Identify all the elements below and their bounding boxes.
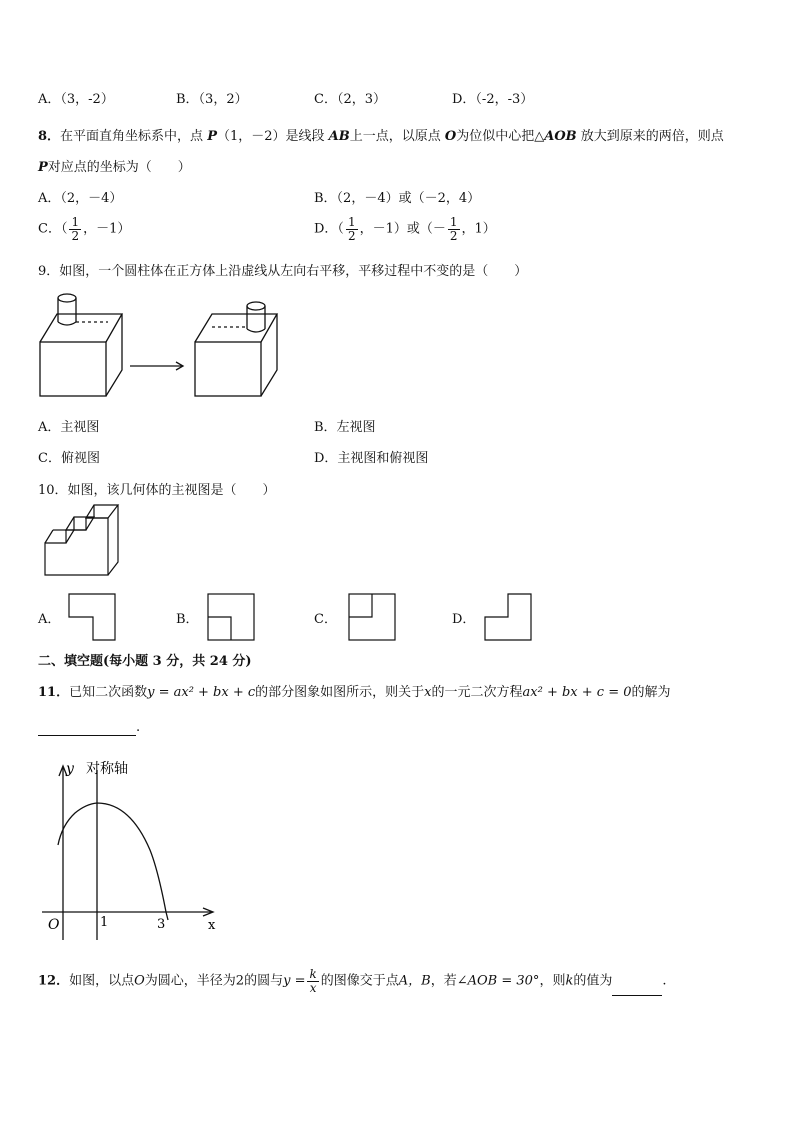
numerator: k [309, 967, 317, 981]
q8-option-b: B．（2，－4）或（－2，4） [314, 191, 481, 206]
q9-option-c: C．俯视图 [38, 451, 100, 466]
tick-3-label: 3 [157, 917, 166, 932]
angle: ∠AOB = 30° [456, 973, 540, 989]
question-number: 12． [38, 973, 70, 989]
tick-1-label: 1 [100, 915, 109, 930]
q10-option-d: D． [452, 612, 476, 627]
point-o: O [444, 129, 457, 144]
fraction [307, 968, 318, 994]
point-p: P [38, 160, 48, 175]
section-heading: 二、填空题(每小题 3 分，共 24 分) [38, 654, 252, 669]
text: 的解为 [631, 685, 671, 700]
text: ，若 [430, 973, 457, 989]
parabola-curve [58, 803, 168, 920]
denominator: 2 [449, 228, 458, 243]
point-o: O [134, 973, 145, 989]
text: . [662, 973, 667, 989]
text: 如图，以点 [69, 973, 135, 989]
formula: y = ax² + bx + c [147, 685, 256, 700]
y-axis-label: y [66, 761, 74, 777]
text: 的值为 [573, 973, 613, 989]
denominator: x [309, 980, 317, 995]
denominator: 2 [347, 228, 356, 243]
denominator: 2 [71, 228, 80, 243]
choice-c: C．（2，3） [314, 92, 386, 107]
question-9-text: 9．如图，一个圆柱体在正方体上沿虚线从左向右平移，平移过程中不变的是（ ） [38, 264, 528, 279]
point-p: P [207, 129, 217, 144]
text: ，则 [539, 973, 566, 989]
text: ，1） [461, 221, 496, 237]
numerator: 1 [449, 215, 458, 229]
text: 的圆与 [244, 973, 284, 989]
radius-value: 2 [235, 973, 245, 989]
numerator: 1 [347, 215, 356, 229]
q8-option-a: A．（2，－4） [38, 191, 123, 206]
text: 的图像交于点 [320, 973, 399, 989]
question-12-text [38, 968, 667, 996]
choice-b: B．（3，2） [176, 92, 248, 107]
text: D．（ [314, 221, 344, 237]
choice-a: A．（3，-2） [38, 92, 114, 107]
text: ，－1）或（－ [359, 221, 446, 237]
origin-label: O [48, 917, 60, 933]
text: 的部分图象如图所示，则关于 [255, 685, 425, 700]
q9-option-b: B．左视图 [314, 420, 376, 435]
choice-d: D．（-2，-3） [452, 92, 534, 107]
text: 在平面直角坐标系中，点 [60, 129, 204, 144]
text: ，－1） [83, 221, 131, 237]
symmetry-axis-label: 对称轴 [86, 761, 128, 777]
text: 为圆心，半径为 [144, 973, 236, 989]
text: 放大到原来的两倍，则点 [580, 129, 724, 144]
formula: ax² + bx + c = 0 [522, 685, 632, 700]
q10-option-a: A． [38, 612, 61, 627]
q10-option-b: B． [176, 612, 199, 627]
text: 已知二次函数 [69, 685, 148, 700]
q10-option-c: C． [314, 612, 337, 627]
answer-blank [612, 969, 662, 996]
text: （1，－2）是线段 [216, 129, 325, 144]
q9-option-d: D．主视图和俯视图 [314, 451, 429, 466]
x-axis-label: x [208, 918, 216, 933]
text: 上一点，以原点 [349, 129, 441, 144]
question-number: 11． [38, 685, 70, 700]
segment-ab: AB [328, 129, 350, 144]
text: 对应点的坐标为（ ） [47, 160, 191, 175]
text: 的一元二次方程 [431, 685, 523, 700]
variable-x: x [424, 685, 432, 700]
text: . [136, 720, 141, 735]
text: 为位似中心把 [456, 129, 535, 144]
numerator: 1 [71, 215, 80, 229]
points-ab: A，B [398, 973, 431, 989]
q9-option-a: A．主视图 [38, 420, 100, 435]
formula: y = [283, 973, 306, 989]
question-number: 8． [38, 129, 61, 144]
question-10-text: 10．如图，该几何体的主视图是（ ） [38, 483, 276, 498]
variable-k: k [565, 973, 574, 989]
triangle-aob: △AOB [534, 129, 577, 144]
text: C．（ [38, 221, 68, 237]
